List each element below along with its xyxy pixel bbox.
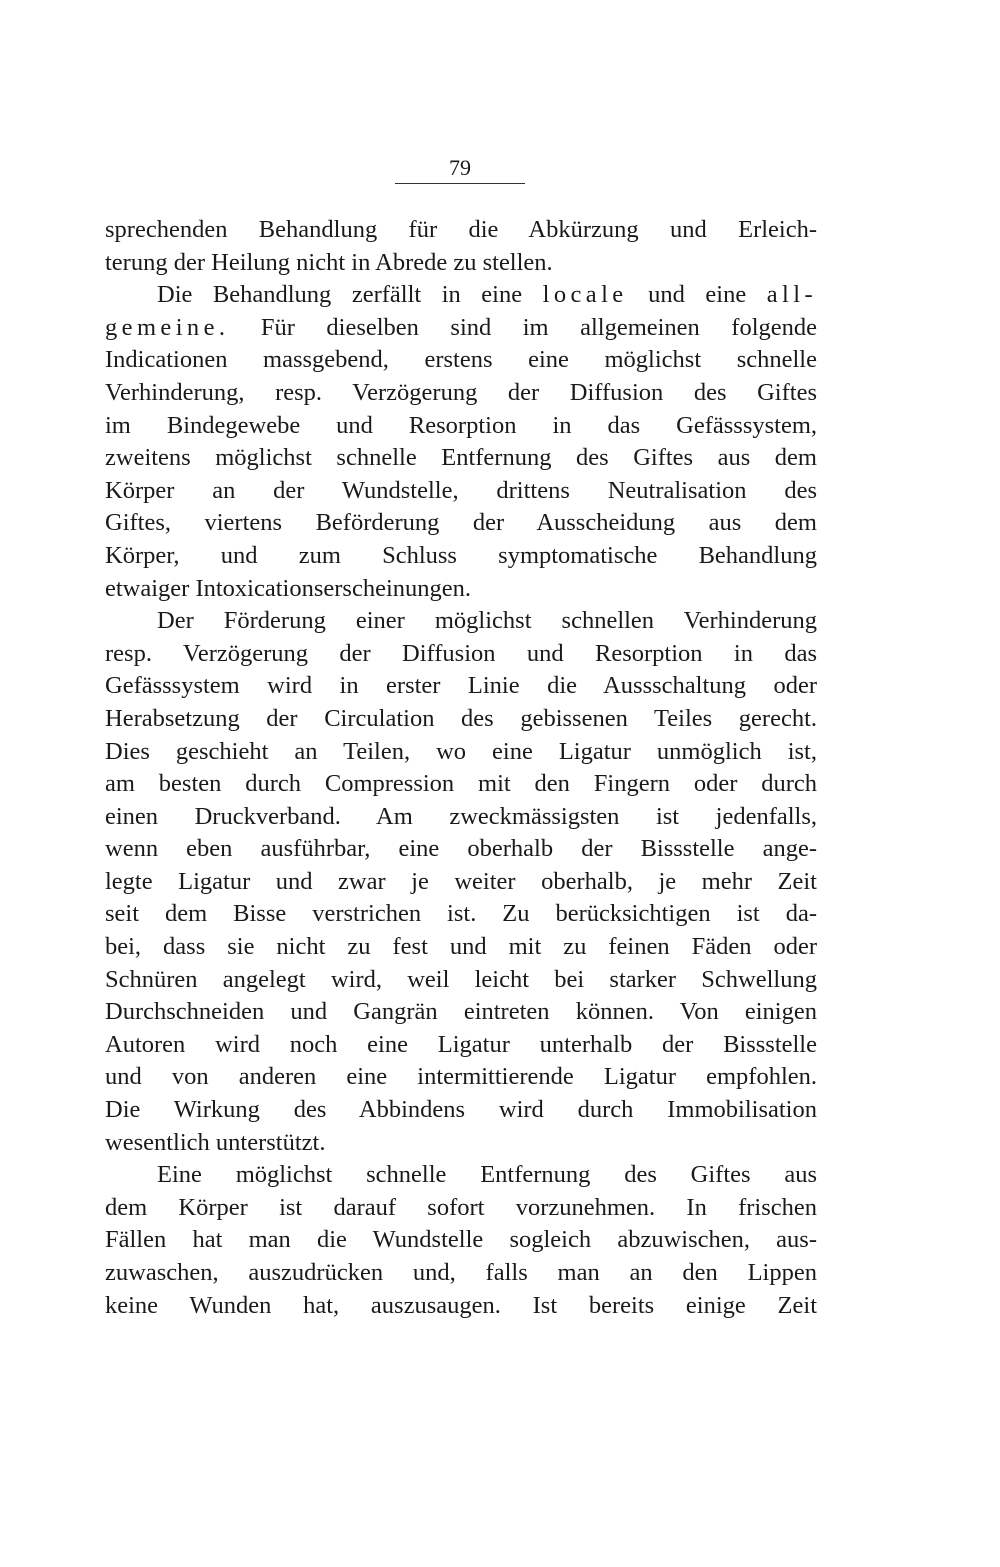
text-line: Die Wirkung des Abbindens wird durch Immobilisation: [105, 1096, 817, 1124]
text-line: Gefässsystem wird in erster Linie die Aussschaltung oder: [105, 672, 817, 700]
text-line: Schnüren angelegt wird, weil leicht bei starker Schwellung: [105, 965, 817, 993]
emphasis-gemeine: gemeine.: [105, 313, 230, 341]
text-line: Eine möglichst schnelle Entfernung des Giftes aus: [157, 1161, 817, 1189]
page-number: 79: [449, 155, 471, 180]
text-line: bei, dass sie nicht zu fest und mit zu feinen Fäden oder: [105, 933, 817, 961]
text-line: Giftes, viertens Beförderung der Ausscheidung aus dem: [105, 509, 817, 537]
text-line: terung der Heilung nicht in Abrede zu stellen.: [105, 248, 553, 276]
text-line: zuwaschen, auszudrücken und, falls man an den Lippen: [105, 1259, 817, 1286]
text-line: seit dem Bisse verstrichen ist. Zu berücksichtigen ist da-: [105, 900, 817, 928]
text-line: wenn eben ausführbar, eine oberhalb der Bissstelle ange-: [105, 835, 817, 863]
text-line: und von anderen eine intermittierende Ligatur empfohlen.: [105, 1063, 817, 1091]
text-line: Durchschneiden und Gangrän eintreten können. Von einigen: [105, 998, 817, 1026]
text-line: Autoren wird noch eine Ligatur unterhalb der Bissstelle: [105, 1030, 817, 1058]
text-line: Indicationen massgebend, erstens eine möglichst schnelle: [105, 346, 817, 374]
text-fragment: und eine: [648, 281, 747, 309]
text-line: Körper an der Wundstelle, drittens Neutralisation des: [105, 476, 817, 504]
text-line: Körper, und zum Schluss symptomatische Behandlung: [105, 541, 817, 569]
text-line: etwaiger Intoxicationserscheinungen.: [105, 574, 472, 602]
text-line: Dies geschieht an Teilen, wo eine Ligatur unmöglich ist,: [105, 737, 817, 765]
text-line: dem Körper ist darauf sofort vorzunehmen. In frischen: [105, 1193, 817, 1221]
page-number-rule: [395, 183, 525, 184]
text-line: Der Förderung einer möglichst schnellen Verhinderung: [157, 607, 817, 635]
text-line: keine Wunden hat, auszusaugen. Ist bereits einige Zeit: [105, 1291, 817, 1319]
text-line: resp. Verzögerung der Diffusion und Resorption in das: [105, 639, 817, 667]
text-line: am besten durch Compression mit den Fingern oder durch: [105, 770, 817, 798]
text-line: einen Druckverband. Am zweckmässigsten ist jedenfalls,: [105, 802, 817, 830]
text-line: Fällen hat man die Wundstelle sogleich abzuwischen, aus-: [105, 1226, 817, 1254]
text-line: Herabsetzung der Circulation des gebissenen Teiles gerecht.: [105, 704, 817, 732]
text-line: wesentlich unterstützt.: [105, 1128, 326, 1156]
text-line: zweitens möglichst schnelle Entfernung des Giftes aus dem: [105, 444, 817, 472]
body-text: [105, 214, 817, 1322]
text-fragment: Für dieselben sind im allgemeinen folgende: [260, 313, 817, 341]
emphasis-all: all-: [766, 281, 818, 309]
text-line: im Bindegewebe und Resorption in das Gefässsystem,: [105, 411, 817, 439]
emphasis-locale: locale: [542, 281, 628, 309]
text-line: Verhinderung, resp. Verzögerung der Diffusion des Giftes: [105, 378, 817, 406]
text-line: legte Ligatur und zwar je weiter oberhalb, je mehr Zeit: [105, 867, 817, 895]
text-line: [105, 312, 817, 345]
text-fragment: Die Behandlung zerfällt in eine: [157, 281, 523, 309]
text-line: sprechenden Behandlung für die Abkürzung und Erleich-: [105, 216, 817, 243]
text-line: [105, 279, 817, 312]
